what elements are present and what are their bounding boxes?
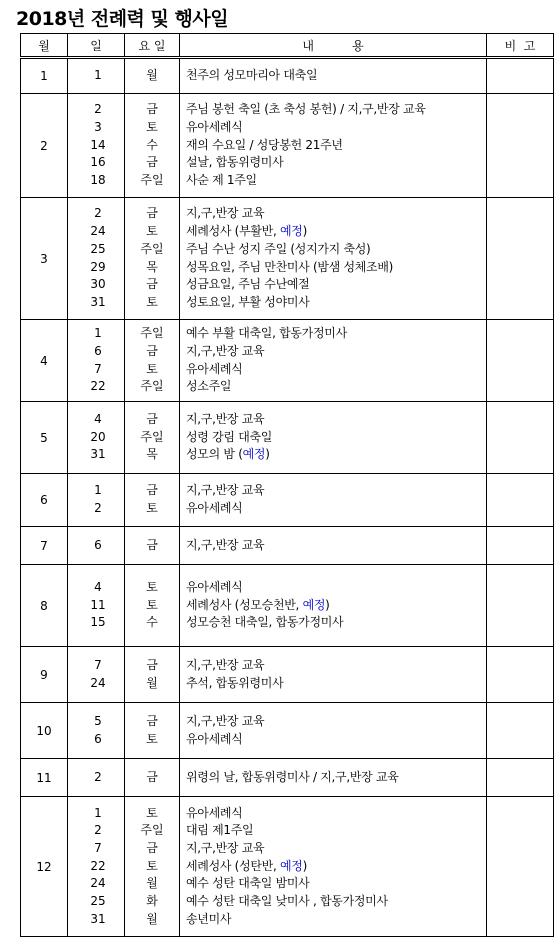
month-cell: 1 — [21, 58, 68, 94]
event-description — [180, 137, 486, 155]
month-row — [21, 474, 554, 527]
event-description — [180, 411, 486, 429]
weekday-cell — [125, 703, 180, 759]
event-description — [180, 67, 486, 85]
weekday-value: 금 — [146, 102, 158, 117]
content-cell — [180, 198, 487, 320]
event-text: 천주의 성모마리아 대축일 — [186, 68, 318, 83]
weekday-value: 금 — [146, 537, 158, 552]
event-description — [180, 805, 486, 823]
note-cell — [487, 320, 554, 402]
note-cell — [487, 797, 554, 937]
day-cell — [68, 647, 125, 703]
event-text: 유아세례식 — [186, 731, 243, 746]
day-value: 31 — [90, 294, 106, 309]
day-cell — [68, 94, 125, 198]
event-description — [180, 276, 486, 294]
event-description — [180, 500, 486, 518]
event-text: 설날, 합동위령미사 — [186, 155, 284, 170]
weekday-value: 월 — [146, 675, 158, 690]
weekday-value: 토 — [146, 501, 158, 515]
event-description — [180, 911, 486, 929]
month-row — [21, 198, 554, 320]
day-value: 24 — [90, 876, 106, 891]
event-text: 세례성사 (성탄반, — [186, 858, 280, 873]
event-text: ) — [325, 597, 330, 612]
day-value: 16 — [90, 155, 106, 170]
day-value: 4 — [94, 411, 102, 426]
day-value: 24 — [90, 224, 106, 239]
day-value: 1 — [94, 326, 102, 341]
event-description — [180, 769, 486, 787]
weekday-cell — [125, 402, 180, 474]
event-text: 지,구,반장 교육 — [186, 657, 265, 672]
event-text: 지,구,반장 교육 — [186, 537, 265, 552]
weekday-cell — [125, 320, 180, 402]
weekday-value: 토 — [146, 294, 158, 309]
weekday-cell — [125, 474, 180, 527]
header-weekday: 요 일 — [125, 34, 180, 58]
event-description — [180, 840, 486, 858]
day-cell — [68, 703, 125, 759]
event-description — [180, 893, 486, 911]
month-row — [21, 759, 554, 797]
month-cell: 9 — [21, 647, 68, 703]
day-cell — [68, 402, 125, 474]
tentative-label: 예정 — [279, 224, 303, 239]
event-text: 대림 제1주일 — [186, 823, 254, 838]
day-value: 3 — [94, 119, 102, 134]
weekday-value: 주일 — [140, 379, 164, 394]
event-description — [180, 858, 486, 876]
event-text: 지,구,반장 교육 — [186, 206, 265, 221]
note-cell — [487, 565, 554, 647]
weekday-value: 금 — [146, 769, 158, 784]
day-value: 1 — [94, 483, 102, 498]
event-description — [180, 361, 486, 379]
event-text: 추석, 합동위령미사 — [186, 675, 284, 690]
day-value: 1 — [94, 68, 102, 83]
event-description — [180, 294, 486, 312]
note-cell — [487, 759, 554, 797]
month-cell: 10 — [21, 703, 68, 759]
event-text: 성소주일 — [186, 379, 232, 394]
month-cell: 12 — [21, 797, 68, 937]
day-cell — [68, 797, 125, 937]
event-text: 사순 제 1주일 — [186, 173, 257, 188]
event-description — [180, 119, 486, 137]
page-title: 2018년 전례력 및 행사일 — [16, 8, 229, 30]
day-value: 30 — [90, 277, 106, 292]
month-cell: 11 — [21, 759, 68, 797]
day-cell — [68, 474, 125, 527]
weekday-value: 수 — [146, 137, 158, 152]
event-description — [180, 223, 486, 241]
weekday-value: 토 — [146, 731, 158, 746]
event-text: 세례성사 (부활반, — [186, 224, 280, 239]
event-description — [180, 172, 486, 190]
day-value: 7 — [94, 361, 102, 376]
event-text: 예수 성탄 대축일 낮미사 , 합동가정미사 — [186, 894, 388, 909]
note-cell — [487, 703, 554, 759]
note-cell — [487, 94, 554, 198]
month-cell: 2 — [21, 94, 68, 198]
weekday-value: 주일 — [140, 241, 164, 256]
day-cell — [68, 58, 125, 94]
event-text: 지,구,반장 교육 — [186, 483, 265, 498]
event-text: 유아세례식 — [186, 119, 243, 134]
event-description — [180, 822, 486, 840]
day-value: 7 — [94, 657, 102, 672]
day-value: 31 — [90, 447, 106, 462]
weekday-value: 금 — [146, 343, 158, 358]
day-value: 4 — [94, 579, 102, 594]
content-cell — [180, 647, 487, 703]
content-cell — [180, 402, 487, 474]
day-value: 6 — [94, 343, 102, 358]
month-cell: 8 — [21, 565, 68, 647]
day-value: 25 — [90, 894, 106, 909]
month-row — [21, 797, 554, 937]
event-text: 지,구,반장 교육 — [186, 343, 265, 358]
event-description — [180, 325, 486, 343]
event-text: 재의 수요일 / 성당봉헌 21주년 — [186, 137, 343, 152]
event-description — [180, 101, 486, 119]
month-cell: 3 — [21, 198, 68, 320]
event-text: 유아세례식 — [186, 579, 243, 594]
event-text: 유아세례식 — [186, 501, 243, 515]
day-cell — [68, 759, 125, 797]
weekday-value: 금 — [146, 155, 158, 170]
event-text: 성목요일, 주님 만찬미사 (밤샘 성체조배) — [186, 259, 394, 274]
weekday-value: 목 — [146, 447, 158, 462]
weekday-value: 주일 — [140, 326, 164, 341]
event-description — [180, 378, 486, 396]
weekday-value: 토 — [146, 361, 158, 376]
day-value: 2 — [94, 769, 102, 784]
month-row — [21, 320, 554, 402]
event-description — [180, 875, 486, 893]
day-value: 2 — [94, 823, 102, 838]
event-description — [180, 537, 486, 555]
month-row — [21, 527, 554, 565]
tentative-label: 예정 — [242, 447, 266, 462]
event-text: ) — [302, 224, 307, 239]
event-text: 지,구,반장 교육 — [186, 840, 265, 855]
content-cell — [180, 94, 487, 198]
weekday-value: 수 — [146, 615, 158, 630]
day-cell — [68, 565, 125, 647]
event-description — [180, 205, 486, 223]
event-description — [180, 614, 486, 632]
day-value: 22 — [90, 858, 106, 873]
weekday-value: 토 — [146, 858, 158, 873]
event-description — [180, 579, 486, 597]
note-cell — [487, 402, 554, 474]
day-value: 20 — [90, 429, 106, 444]
event-text: 성모의 밤 ( — [186, 447, 243, 462]
event-description — [180, 154, 486, 172]
event-text: 위령의 날, 합동위령미사 / 지,구,반장 교육 — [186, 769, 399, 784]
event-description — [180, 446, 486, 464]
weekday-value: 토 — [146, 579, 158, 594]
weekday-cell — [125, 198, 180, 320]
event-text: 주님 수난 성지 주일 (성지가지 축성) — [186, 241, 371, 256]
day-value: 7 — [94, 840, 102, 855]
weekday-value: 토 — [146, 119, 158, 134]
event-description — [180, 597, 486, 615]
weekday-cell — [125, 94, 180, 198]
content-cell — [180, 703, 487, 759]
event-text: 세례성사 (성모승천반, — [186, 597, 303, 612]
day-value: 2 — [94, 501, 102, 515]
day-value: 24 — [90, 675, 106, 690]
weekday-value: 금 — [146, 657, 158, 672]
month-row — [21, 402, 554, 474]
day-value: 11 — [90, 597, 106, 612]
tentative-label: 예정 — [302, 597, 326, 612]
event-text: 지,구,반장 교육 — [186, 713, 265, 728]
event-text: ) — [302, 858, 307, 873]
liturgical-calendar-table — [20, 33, 554, 937]
day-value: 2 — [94, 102, 102, 117]
day-value: 1 — [94, 805, 102, 820]
event-description — [180, 241, 486, 259]
event-text: 성모승천 대축일, 합동가정미사 — [186, 615, 344, 630]
day-value: 15 — [90, 615, 106, 630]
weekday-value: 주일 — [140, 429, 164, 444]
weekday-value: 토 — [146, 805, 158, 820]
header-content: 내 용 — [180, 34, 487, 58]
weekday-value: 토 — [146, 224, 158, 239]
header-month: 월 — [21, 34, 68, 58]
weekday-cell — [125, 759, 180, 797]
content-cell — [180, 565, 487, 647]
note-cell — [487, 198, 554, 320]
month-cell: 7 — [21, 527, 68, 565]
note-cell — [487, 474, 554, 527]
month-row — [21, 94, 554, 198]
weekday-cell — [125, 565, 180, 647]
event-text: 유아세례식 — [186, 361, 243, 376]
weekday-cell — [125, 797, 180, 937]
weekday-value: 금 — [146, 206, 158, 221]
month-row — [21, 565, 554, 647]
event-description — [180, 675, 486, 693]
header-day: 일 — [68, 34, 125, 58]
content-cell — [180, 797, 487, 937]
month-cell: 6 — [21, 474, 68, 527]
event-description — [180, 429, 486, 447]
weekday-value: 토 — [146, 597, 158, 612]
event-description — [180, 259, 486, 277]
event-text: 예수 부활 대축일, 합동가정미사 — [186, 326, 347, 341]
weekday-value: 월 — [146, 876, 158, 891]
weekday-value: 금 — [146, 483, 158, 498]
event-text: 성토요일, 부활 성야미사 — [186, 294, 310, 309]
month-cell: 5 — [21, 402, 68, 474]
weekday-cell — [125, 527, 180, 565]
day-value: 14 — [90, 137, 106, 152]
note-cell — [487, 647, 554, 703]
header-note: 비 고 — [487, 34, 554, 58]
day-value: 18 — [90, 173, 106, 188]
day-value: 29 — [90, 259, 106, 274]
weekday-value: 금 — [146, 840, 158, 855]
note-cell — [487, 58, 554, 94]
day-cell — [68, 527, 125, 565]
weekday-value: 목 — [146, 259, 158, 274]
event-text: 예수 성탄 대축일 밤미사 — [186, 876, 310, 891]
weekday-value: 주일 — [140, 823, 164, 838]
weekday-cell — [125, 58, 180, 94]
day-value: 31 — [90, 911, 106, 926]
weekday-cell — [125, 647, 180, 703]
day-value: 6 — [94, 537, 102, 552]
day-value: 5 — [94, 713, 102, 728]
content-cell — [180, 759, 487, 797]
weekday-value: 금 — [146, 411, 158, 426]
event-text: 주님 봉헌 축일 (초 축성 봉헌) / 지,구,반장 교육 — [186, 102, 426, 117]
table-header-row — [21, 34, 554, 58]
weekday-value: 금 — [146, 713, 158, 728]
month-cell: 4 — [21, 320, 68, 402]
day-value: 22 — [90, 379, 106, 394]
day-cell — [68, 198, 125, 320]
weekday-value: 월 — [146, 911, 158, 926]
content-cell — [180, 320, 487, 402]
weekday-value: 화 — [146, 894, 158, 909]
day-cell — [68, 320, 125, 402]
month-row — [21, 58, 554, 94]
event-text: 송년미사 — [186, 911, 232, 926]
day-value: 6 — [94, 731, 102, 746]
event-text: 성금요일, 주님 수난예절 — [186, 277, 310, 292]
event-text: 성령 강림 대축일 — [186, 429, 273, 444]
event-text: 지,구,반장 교육 — [186, 411, 265, 426]
month-row — [21, 703, 554, 759]
event-text: 유아세례식 — [186, 805, 243, 820]
event-description — [180, 731, 486, 749]
tentative-label: 예정 — [279, 858, 303, 873]
weekday-value: 주일 — [140, 173, 164, 188]
note-cell — [487, 527, 554, 565]
event-text: ) — [265, 447, 270, 462]
event-description — [180, 343, 486, 361]
event-description — [180, 657, 486, 675]
event-description — [180, 482, 486, 500]
day-value: 25 — [90, 241, 106, 256]
event-description — [180, 713, 486, 731]
content-cell — [180, 58, 487, 94]
day-value: 2 — [94, 206, 102, 221]
month-row — [21, 647, 554, 703]
weekday-value: 금 — [146, 277, 158, 292]
weekday-value: 월 — [146, 68, 158, 83]
content-cell — [180, 474, 487, 527]
content-cell — [180, 527, 487, 565]
